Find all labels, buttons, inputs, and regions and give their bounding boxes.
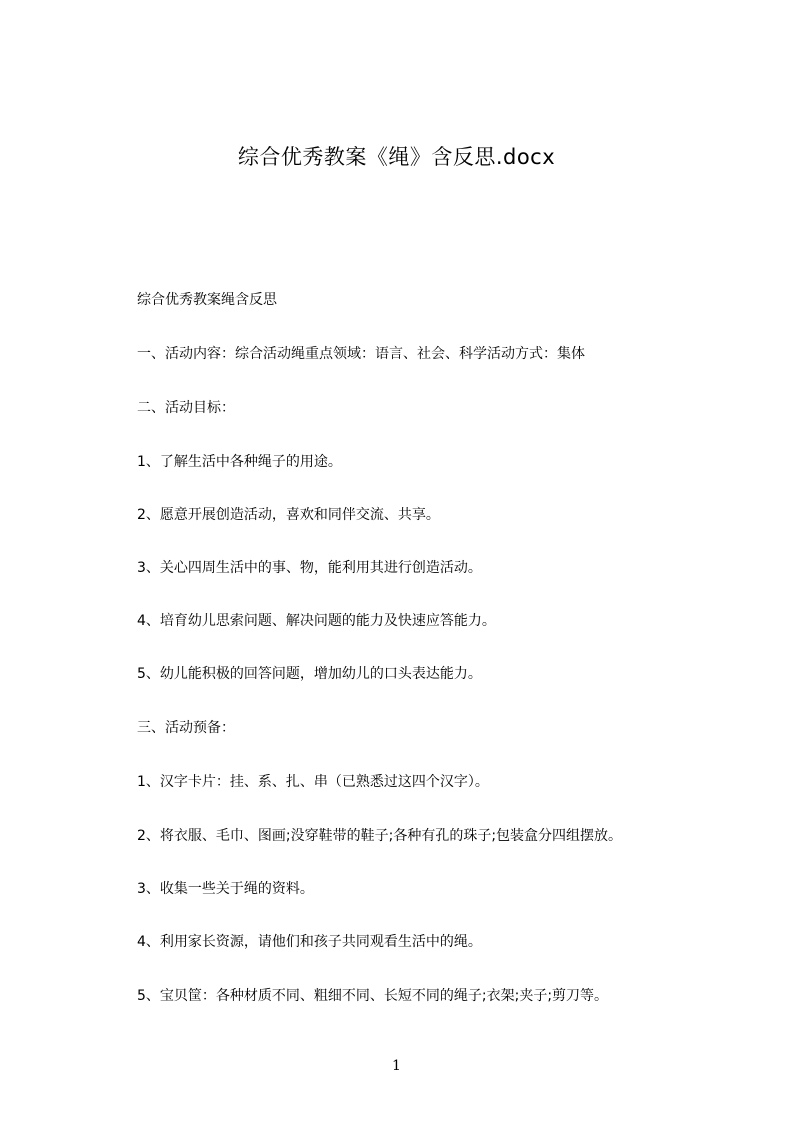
page-number: 1 — [392, 1058, 401, 1074]
paragraph-goal-2: 2、愿意开展创造活动，喜欢和同伴交流、共享。 — [137, 507, 440, 523]
paragraph-preparation-heading: 三、活动预备： — [137, 720, 235, 736]
paragraph-prep-1: 1、汉字卡片：挂、系、扎、串（已熟悉过这四个汉字）。 — [137, 774, 489, 790]
paragraph-goal-3: 3、关心四周生活中的事、物，能利用其进行创造活动。 — [137, 560, 482, 576]
paragraph-prep-4: 4、利用家长资源，请他们和孩子共同观看生活中的绳。 — [137, 934, 482, 950]
paragraph-prep-2: 2、将衣服、毛巾、图画;没穿鞋带的鞋子;各种有孔的珠子;包装盒分四组摆放。 — [137, 828, 623, 844]
paragraph-activity-content: 一、活动内容：综合活动绳重点领域：语言、社会、科学活动方式：集体 — [137, 346, 585, 362]
paragraph-goal-5: 5、幼儿能积极的回答问题，增加幼儿的口头表达能力。 — [137, 666, 482, 682]
paragraph-goals-heading: 二、活动目标： — [137, 400, 235, 416]
paragraph-goal-4: 4、培育幼儿思索问题、解决问题的能力及快速应答能力。 — [137, 613, 496, 629]
paragraph-goal-1: 1、了解生活中各种绳子的用途。 — [137, 454, 342, 470]
paragraph-prep-3: 3、收集一些关于绳的资料。 — [137, 881, 314, 897]
paragraph-prep-5: 5、宝贝筐：各种材质不同、粗细不同、长短不同的绳子;衣架;夹子;剪刀等。 — [137, 988, 609, 1004]
document-title: 综合优秀教案《绳》含反思.docx — [237, 145, 556, 169]
paragraph-subtitle: 综合优秀教案绳含反思 — [137, 292, 277, 308]
